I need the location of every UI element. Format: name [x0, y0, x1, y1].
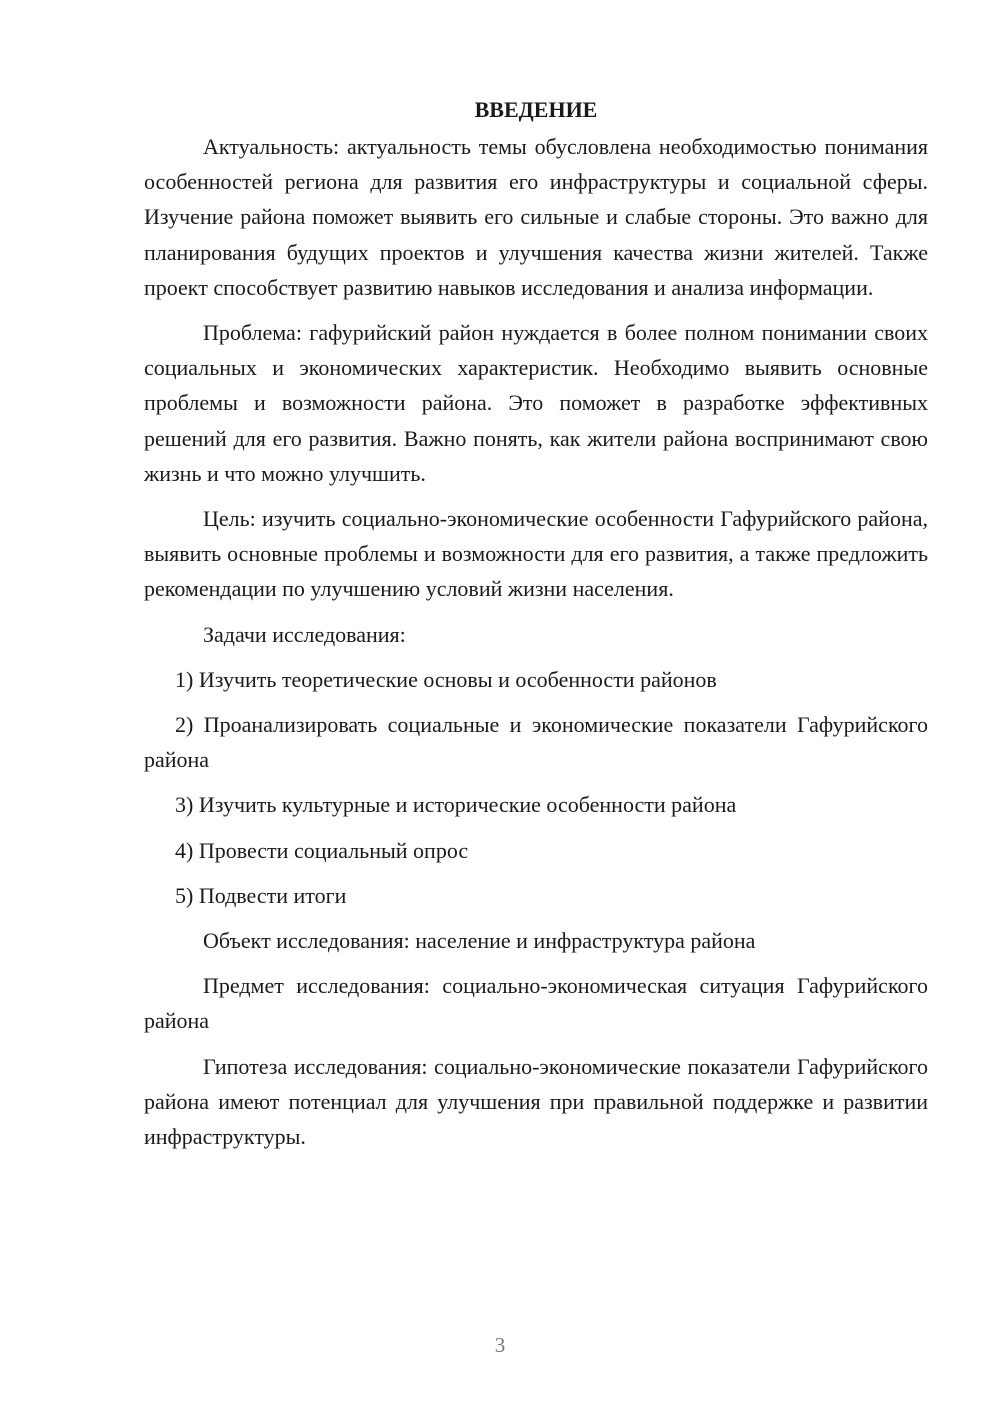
page-number: 3 — [494, 1333, 506, 1357]
task-item-1: 1) Изучить теоретические основы и особенности районов — [175, 666, 717, 692]
task-item-5: 5) Подвести итоги — [175, 882, 347, 908]
section-title: ВВЕДЕНИЕ — [474, 97, 598, 122]
task-list — [144, 662, 928, 913]
document-page — [144, 92, 928, 1164]
paragraph-object: Объект исследования: население и инфраструктура района — [203, 928, 756, 954]
paragraph-relevance: Актуальность: актуальность темы обусловлена необходимостью понимания особенностей региона для развития его инфраструктуры и социальной сферы. Изучение района поможет выявить его сильные и слабые стороны. Это важно для планирования будущих проектов и улучшения качества жизни жителей. Также проект способствует развитию навыков исследования и анализа информации. — [144, 134, 928, 300]
paragraph-goal: Цель: изучить социально-экономические особенности Гафурийского района, выявить основные проблемы и возможности для его развития, а также предложить рекомендации по улучшению условий жизни населения. — [144, 506, 928, 602]
task-item-4: 4) Провести социальный опрос — [175, 837, 469, 863]
paragraph-problem: Проблема: гафурийский район нуждается в более полном понимании своих социальных и экономических характеристик. Необходимо выявить основные проблемы и возможности района. Это поможет в разработке эффективных решений для его развития. Важно понять, как жители района воспринимают свою жизнь и что можно улучшить. — [144, 320, 928, 486]
task-item-2: 2) Проанализировать социальные и экономические показатели Гафурийского района — [144, 712, 928, 773]
paragraph-subject: Предмет исследования: социально-экономическая ситуация Гафурийского района — [144, 973, 928, 1034]
task-item-3: 3) Изучить культурные и исторические особенности района — [175, 792, 737, 818]
paragraph-hypothesis: Гипотеза исследования: социально-экономические показатели Гафурийского района имеют потенциал для улучшения при правильной поддержке и развитии инфраструктуры. — [144, 1053, 928, 1150]
tasks-heading: Задачи исследования: — [203, 621, 406, 647]
